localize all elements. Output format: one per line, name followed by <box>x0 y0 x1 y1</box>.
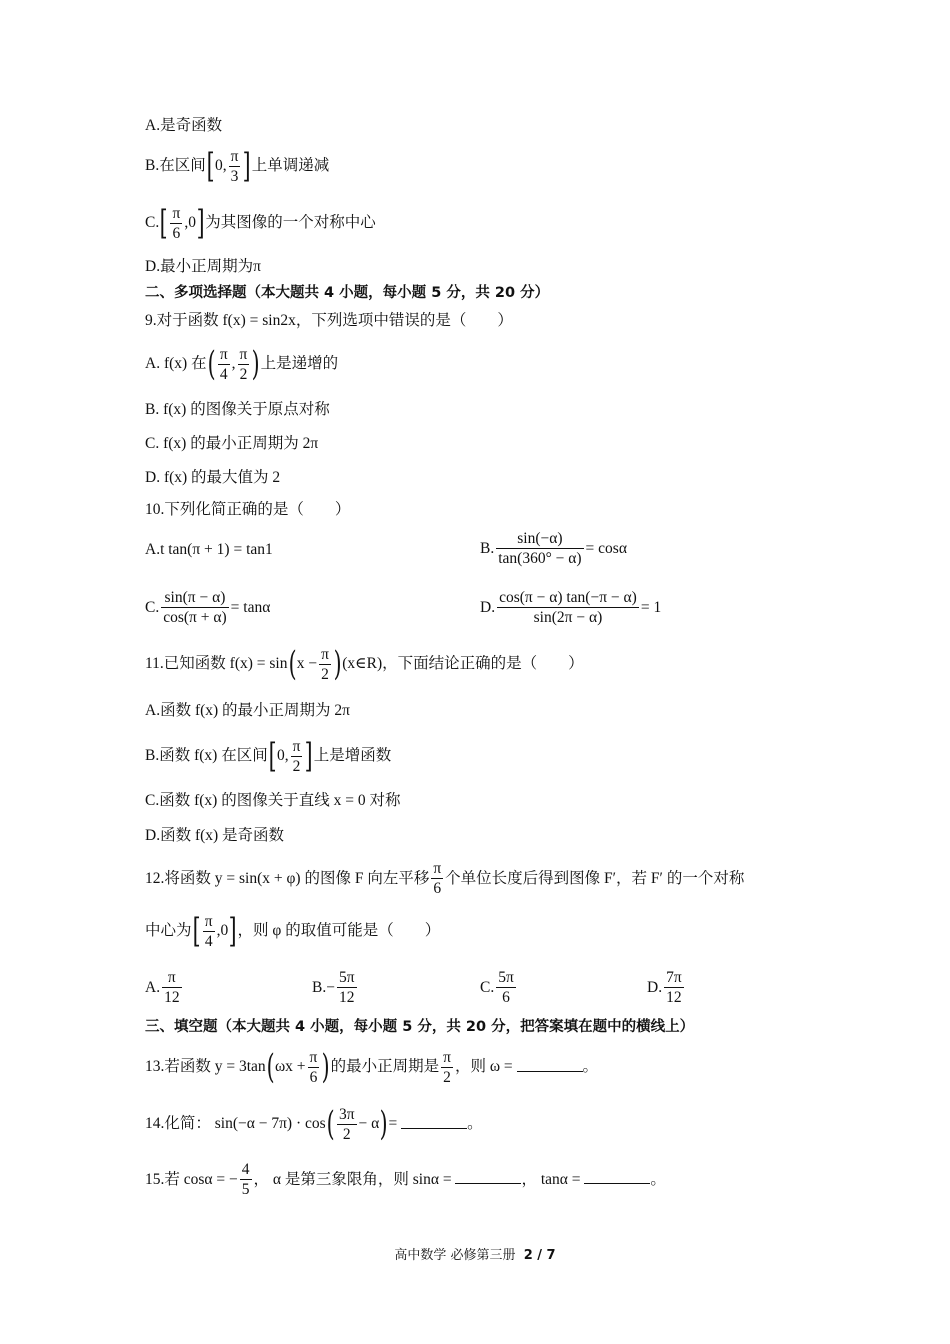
q9-option-b: B. f(x) 的图像关于原点对称 <box>145 401 330 418</box>
q14-line: 14.化简： sin(−α − 7π) · cos( $\frac{3\pi}{2}$ − α)= 。 <box>145 1104 483 1144</box>
q8-option-a: A.是奇函数 <box>145 117 223 134</box>
fraction: $\frac{\pi}{4}$ <box>219 345 228 383</box>
q10-option-d: D. $\frac{\cos(\pi - \alpha) \tan(-\pi - \alpha)}{\sin(2\pi - \alpha)}$ = 1 <box>480 589 662 626</box>
q11-stem: 11.已知函数 f(x) = sin(x − $\frac{\pi}{2}$ )(x∈R)，下面结论正确的是（ ） <box>145 644 584 684</box>
q10-option-a: A.t tan(π + 1) = tan1 <box>145 541 273 558</box>
q10-option-c: C. $\frac{\sin(\pi - \alpha)}{\cos(\pi + \alpha)}$ = tanα <box>145 589 271 626</box>
answer-blank[interactable] <box>517 1057 583 1072</box>
fraction: $\frac{7\pi}{12}$ <box>666 969 682 1006</box>
q12-option-a: A. $\frac{\pi}{12}$ <box>145 969 180 1006</box>
fraction: $\frac{\pi}{2}$ <box>443 1048 451 1086</box>
q9-option-d: D. f(x) 的最大值为 2 <box>145 469 281 486</box>
fraction: $\frac{\sin(-\alpha)}{\tan(360^\circ - \alpha)}$ <box>498 530 582 567</box>
section-heading-multiple-choice: 二、多项选择题（本大题共 4 小题，每小题 5 分，共 20 分） <box>145 285 550 301</box>
q8-option-d: D.最小正周期为π <box>145 258 261 275</box>
fraction: $\frac{4}{5}$ <box>241 1161 250 1198</box>
q11-option-c: C.函数 f(x) 的图像关于直线 x = 0 对称 <box>145 792 401 809</box>
q11-option-a: A.函数 f(x) 的最小正周期为 2π <box>145 702 351 719</box>
q9-option-a: A. f(x) 在( $\frac{\pi}{4}$ , $\frac{\pi}{2}$ )上是递增的 <box>145 344 339 384</box>
fraction: $\frac{\pi}{2}$ <box>292 737 301 775</box>
q13-line: 13.若函数 y = 3tan(ωx + $\frac{\pi}{6}$ )的最小正周期是 $\frac{\pi}{2}$ ，则 ω = 。 <box>145 1047 599 1087</box>
q11-option-d: D.函数 f(x) 是奇函数 <box>145 827 285 844</box>
fraction: $\frac{\pi}{6}$ <box>309 1048 318 1086</box>
q15-line: 15.若 cosα = − $\frac{4}{5}$ ， α 是第三象限角，则 sinα = ， tanα = 。 <box>145 1161 666 1198</box>
fraction: $\frac{\pi}{3}$ <box>230 147 239 185</box>
fraction: $\frac{3\pi}{2}$ <box>338 1105 355 1143</box>
fraction: $\frac{5\pi}{6}$ <box>498 969 514 1006</box>
fraction: $\frac{\pi}{6}$ <box>172 204 181 242</box>
q10-stem: 10.下列化简正确的是（ ） <box>145 501 351 518</box>
fraction: $\frac{\pi}{4}$ <box>204 912 213 950</box>
page-number: 2 / 7 <box>523 1248 556 1263</box>
answer-blank[interactable] <box>401 1114 467 1129</box>
q12-option-b: B.− $\frac{5\pi}{12}$ <box>312 969 355 1006</box>
q9-option-c: C. f(x) 的最小正周期为 2π <box>145 435 319 452</box>
page-footer <box>0 1244 950 1263</box>
fraction: $\frac{\pi}{2}$ <box>321 645 329 683</box>
answer-blank-tan[interactable] <box>584 1169 650 1184</box>
fraction: $\frac{5\pi}{12}$ <box>338 969 355 1006</box>
q8-option-c: C.[ $\frac{\pi}{6}$ ,0]为其图像的一个对称中心 <box>145 203 376 243</box>
q12-option-d: D. $\frac{7\pi}{12}$ <box>647 969 682 1006</box>
q10-option-b: B. $\frac{\sin(-\alpha)}{\tan(360^\circ - \alpha)}$ = cosα <box>480 530 627 567</box>
footer-title: 高中数学 必修第三册 <box>394 1248 516 1263</box>
q12-stem-line1: 12.将函数 y = sin(x + φ) 的图像 F 向左平移 $\frac{\pi}{6}$ 个单位长度后得到图像 F′，若 F′ 的一个对称 <box>145 860 745 897</box>
fraction: $\frac{\sin(\pi - \alpha)}{\cos(\pi + \alpha)}$ <box>163 589 227 626</box>
q11-option-b: B.函数 f(x) 在区间[0, $\frac{\pi}{2}$ ]上是增函数 <box>145 736 392 776</box>
fraction: $\frac{\pi}{2}$ <box>239 345 248 383</box>
q12-stem-line2: 中心为[ $\frac{\pi}{4}$ ,0]，则 φ 的取值可能是（ ） <box>145 911 441 951</box>
fraction: $\frac{\pi}{12}$ <box>164 969 180 1006</box>
answer-blank-sin[interactable] <box>455 1169 521 1184</box>
q9-stem: 9.对于函数 f(x) = sin2x，下列选项中错误的是（ ） <box>145 312 513 329</box>
q8-option-b: B.在区间[0, $\frac{\pi}{3}$ ]上单调递减 <box>145 146 330 186</box>
q12-option-c: C. $\frac{5\pi}{6}$ <box>480 969 514 1006</box>
section-heading-fill-in: 三、填空题（本大题共 4 小题，每小题 5 分，共 20 分，把答案填在题中的横线上） <box>145 1019 695 1035</box>
fraction: $\frac{\pi}{6}$ <box>433 860 442 897</box>
fraction: $\frac{\cos(\pi - \alpha) \tan(-\pi - \alpha)}{\sin(2\pi - \alpha)}$ <box>499 589 637 626</box>
